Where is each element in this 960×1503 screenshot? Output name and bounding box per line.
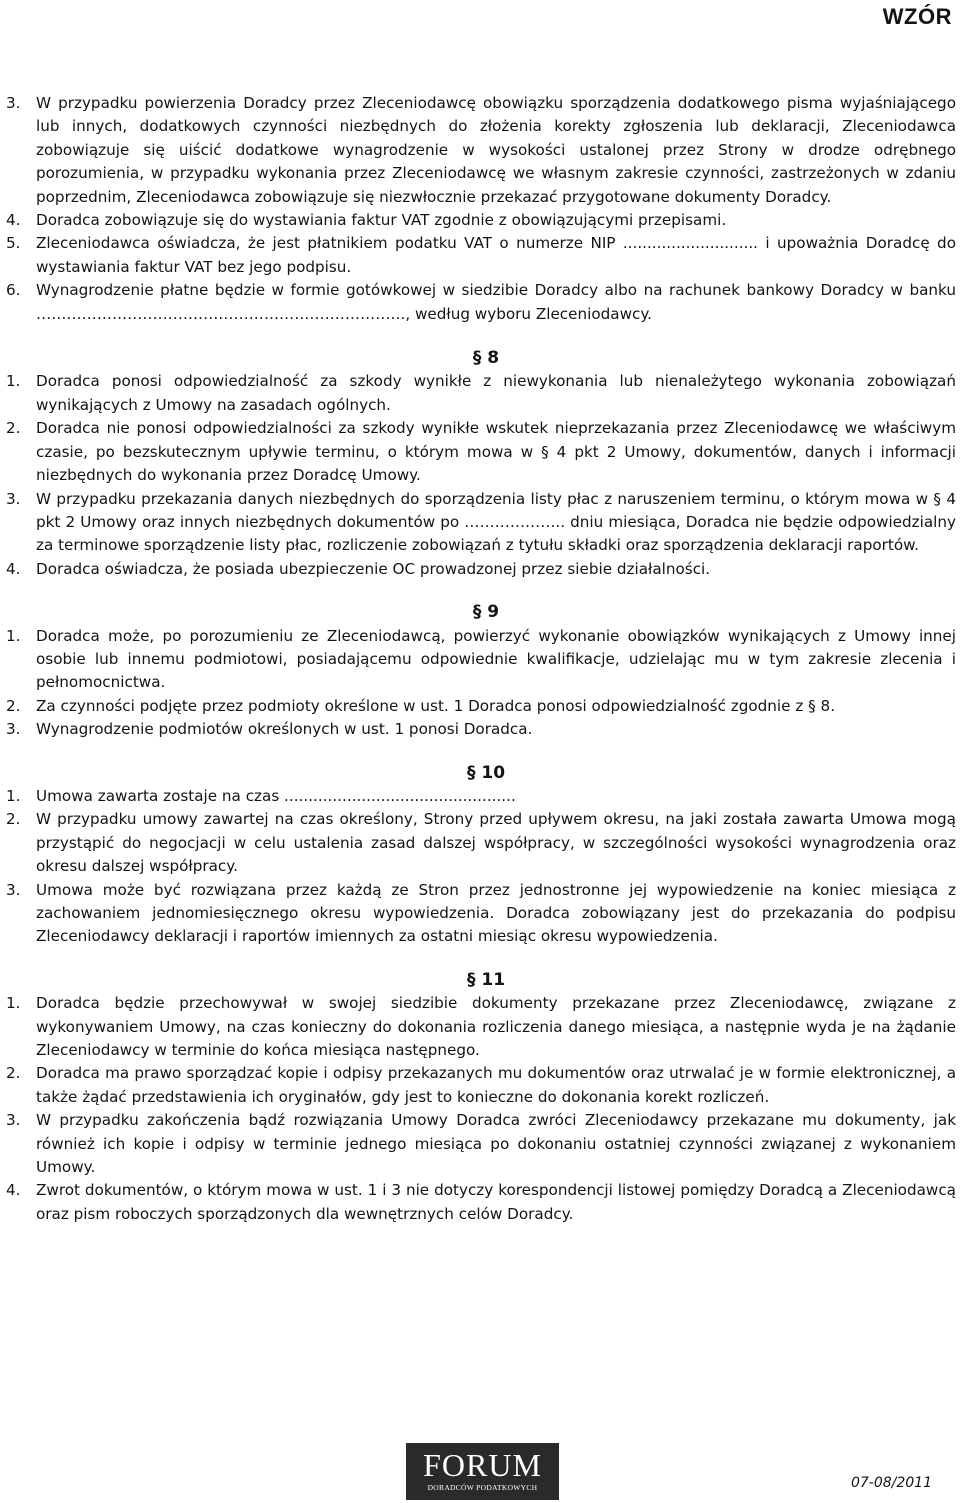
logo-title: FORUM: [423, 1447, 542, 1483]
list-item: [6, 92, 956, 209]
item-text: Zleceniodawca oświadcza, że jest płatnikiem podatku VAT o numerze NIP ............................ i upoważnia Doradcę do wystawiania faktur VAT bez jego podpisu.: [36, 234, 956, 276]
section-heading-11: § 11: [466, 969, 506, 990]
item-number: 3.: [6, 1111, 21, 1130]
item-number: 1.: [6, 626, 21, 645]
intro-list: [6, 92, 956, 326]
item-text: Za czynności podjęte przez podmioty określone w ust. 1 Doradca ponosi odpowiedzialność zgodnie z § 8.: [36, 696, 836, 715]
list-item: [6, 417, 956, 487]
item-number: 5.: [6, 234, 21, 253]
item-text: Doradca nie ponosi odpowiedzialności za szkody wynikłe wskutek nieprzekazania przez Zleceniodawcę we właściwym czasie, po bezskutecznym upływie terminu, o którym mowa w § 4 pkt 2 Umowy, dokumentów, danych i informacji niezbędnych do wykonania przez Doradcę Umowy.: [36, 419, 956, 485]
list-item: [6, 808, 956, 878]
item-text: W przypadku powierzenia Doradcy przez Zleceniodawcę obowiązku sporządzenia dodatkowego pisma wyjaśniającego lub innych, dodatkowych czynności niezbędnych do złożenia korekty zgłoszenia lub deklaracji, Zleceniodawca zobowiązuje się uiścić dodatkowe wynagrodzenie w wysokości ustalonej przez Strony w drodze odrębnego porozumienia, w przypadku wykonania przez Zleceniodawcę we własnym zakresie czynności, zastrzeżonych w zdaniu poprzednim, Zleceniodawca zobowiązuje się niezwłocznie przekazać przygotowane dokumenty Doradcy.: [36, 94, 956, 206]
section-9-list: [6, 625, 956, 742]
item-number: 4.: [6, 211, 21, 230]
list-item: [6, 718, 956, 741]
item-number: 3.: [6, 720, 21, 739]
item-number: 2.: [6, 696, 21, 715]
section-10-list: [6, 785, 956, 949]
section-heading-10: § 10: [466, 762, 506, 783]
list-item: [6, 1062, 956, 1109]
footer-date: 07-08/2011: [850, 1475, 932, 1491]
item-number: 3.: [6, 94, 21, 112]
item-text: Wynagrodzenie podmiotów określonych w ust. 1 ponosi Doradca.: [36, 720, 533, 739]
section-heading-9: § 9: [472, 602, 500, 623]
item-number: 6.: [6, 281, 21, 300]
item-text: Doradca ponosi odpowiedzialność za szkody wynikłe z niewykonania lub nienależytego wykonania zobowiązań wynikających z Umowy na zasadach ogólnych.: [36, 372, 956, 414]
item-number: 4.: [6, 1181, 21, 1200]
item-text: Doradca będzie przechowywał w swojej siedzibie dokumenty przekazane przez Zleceniodawcę, związane z wykonywaniem Umowy, na czas konieczny do dokonania rozliczenia danego miesiąca, a następnie wyda je na żądanie Zleceniodawcy w terminie do końca miesiąca następnego.: [36, 994, 956, 1060]
item-number: 1.: [6, 994, 21, 1013]
section-11-list: [6, 992, 956, 1226]
item-text: Umowa zawarta zostaje na czas ................................................: [36, 786, 516, 805]
item-text: Doradca oświadcza, że posiada ubezpieczenie OC prowadzonej przez siebie działalności.: [36, 559, 711, 578]
item-number: 2.: [6, 419, 21, 438]
item-text: W przypadku przekazania danych niezbędnych do sporządzenia listy płac z naruszeniem terminu, o którym mowa w § 4 pkt 2 Umowy oraz innych niezbędnych dokumentów po ……………….. dniu miesiąca, Doradca nie będzie odpowiedzialny za terminowe sporządzenie listy płac, rozliczenie zobowiązań z tytułu składki oraz sporządzenia deklaracji raportów.: [36, 489, 956, 555]
logo-subtitle: DORADCÓW PODATKOWYCH: [427, 1483, 538, 1492]
document-title: WZÓR: [882, 4, 952, 29]
list-item: [6, 1109, 956, 1179]
item-text: Doradca może, po porozumieniu ze Zleceniodawcą, powierzyć wykonanie obowiązków wynikających z Umowy innej osobie lub innemu podmiotowi, posiadającemu odpowiednie kwalifikacje, udzielając mu w tym zakresie zlecenia i pełnomocnictwa.: [36, 626, 956, 692]
list-item: [6, 232, 956, 279]
list-item: [6, 992, 956, 1062]
item-number: 3.: [6, 880, 21, 899]
section-8-list: [6, 370, 956, 581]
item-text: Umowa może być rozwiązana przez każdą ze Stron przez jednostronne jej wypowiedzenie na koniec miesiąca z zachowaniem jednomiesięcznego okresu wypowiedzenia. Doradca zobowiązany jest do przekazania do podpisu Zleceniodawcy deklaracji i raportów imiennych za ostatni miesiąc okresu wypowiedzenia.: [36, 880, 956, 946]
item-number: 1.: [6, 372, 21, 391]
list-item: [6, 370, 956, 417]
item-number: 1.: [6, 786, 21, 805]
list-item: [6, 625, 956, 695]
item-number: 2.: [6, 810, 21, 829]
item-text: W przypadku umowy zawartej na czas określony, Strony przed upływem okresu, na jaki została zawarta Umowa mogą przystąpić do negocjacji w celu ustalenia zasad dalszej współpracy, w szczególności wysokości wynagrodzenia oraz okresu dalszej współpracy.: [36, 810, 956, 876]
list-item: [6, 785, 956, 808]
item-number: 3.: [6, 489, 21, 508]
item-number: 2.: [6, 1064, 21, 1083]
list-item: [6, 209, 956, 232]
item-text: Wynagrodzenie płatne będzie w formie gotówkowej w siedzibie Doradcy albo na rachunek bankowy Doradcy w banku ………………………………………………………………., według wyboru Zleceniodawcy.: [36, 281, 956, 323]
item-text: Zwrot dokumentów, o którym mowa w ust. 1 i 3 nie dotyczy korespondencji listowej pomiędzy Doradcą a Zleceniodawcą oraz pism roboczych sporządzonych dla wewnętrznych celów Doradcy.: [36, 1181, 956, 1223]
list-item: [6, 879, 956, 949]
list-item: [6, 488, 956, 558]
item-text: Doradca zobowiązuje się do wystawiania faktur VAT zgodnie z obowiązującymi przepisami.: [36, 211, 727, 230]
list-item: [6, 1179, 956, 1226]
item-text: W przypadku zakończenia bądź rozwiązania Umowy Doradca zwróci Zleceniodawcy przekazane mu dokumenty, jak również ich kopie i odpisy w terminie jednego miesiąca po dokonaniu ostatniej czynności związanej z wykonaniem Umowy.: [36, 1111, 956, 1177]
section-heading-8: § 8: [472, 348, 500, 369]
item-text: Doradca ma prawo sporządzać kopie i odpisy przekazanych mu dokumentów oraz utrwalać je w formie elektronicznej, a także żądać przedstawienia ich oryginałów, gdy jest to konieczne do dokonania korekt rozliczeń.: [36, 1064, 956, 1106]
item-number: 4.: [6, 559, 21, 578]
list-item: [6, 279, 956, 326]
list-item: [6, 558, 956, 581]
document-body: [6, 92, 956, 1226]
forum-logo: [406, 1443, 559, 1500]
list-item: [6, 695, 956, 718]
